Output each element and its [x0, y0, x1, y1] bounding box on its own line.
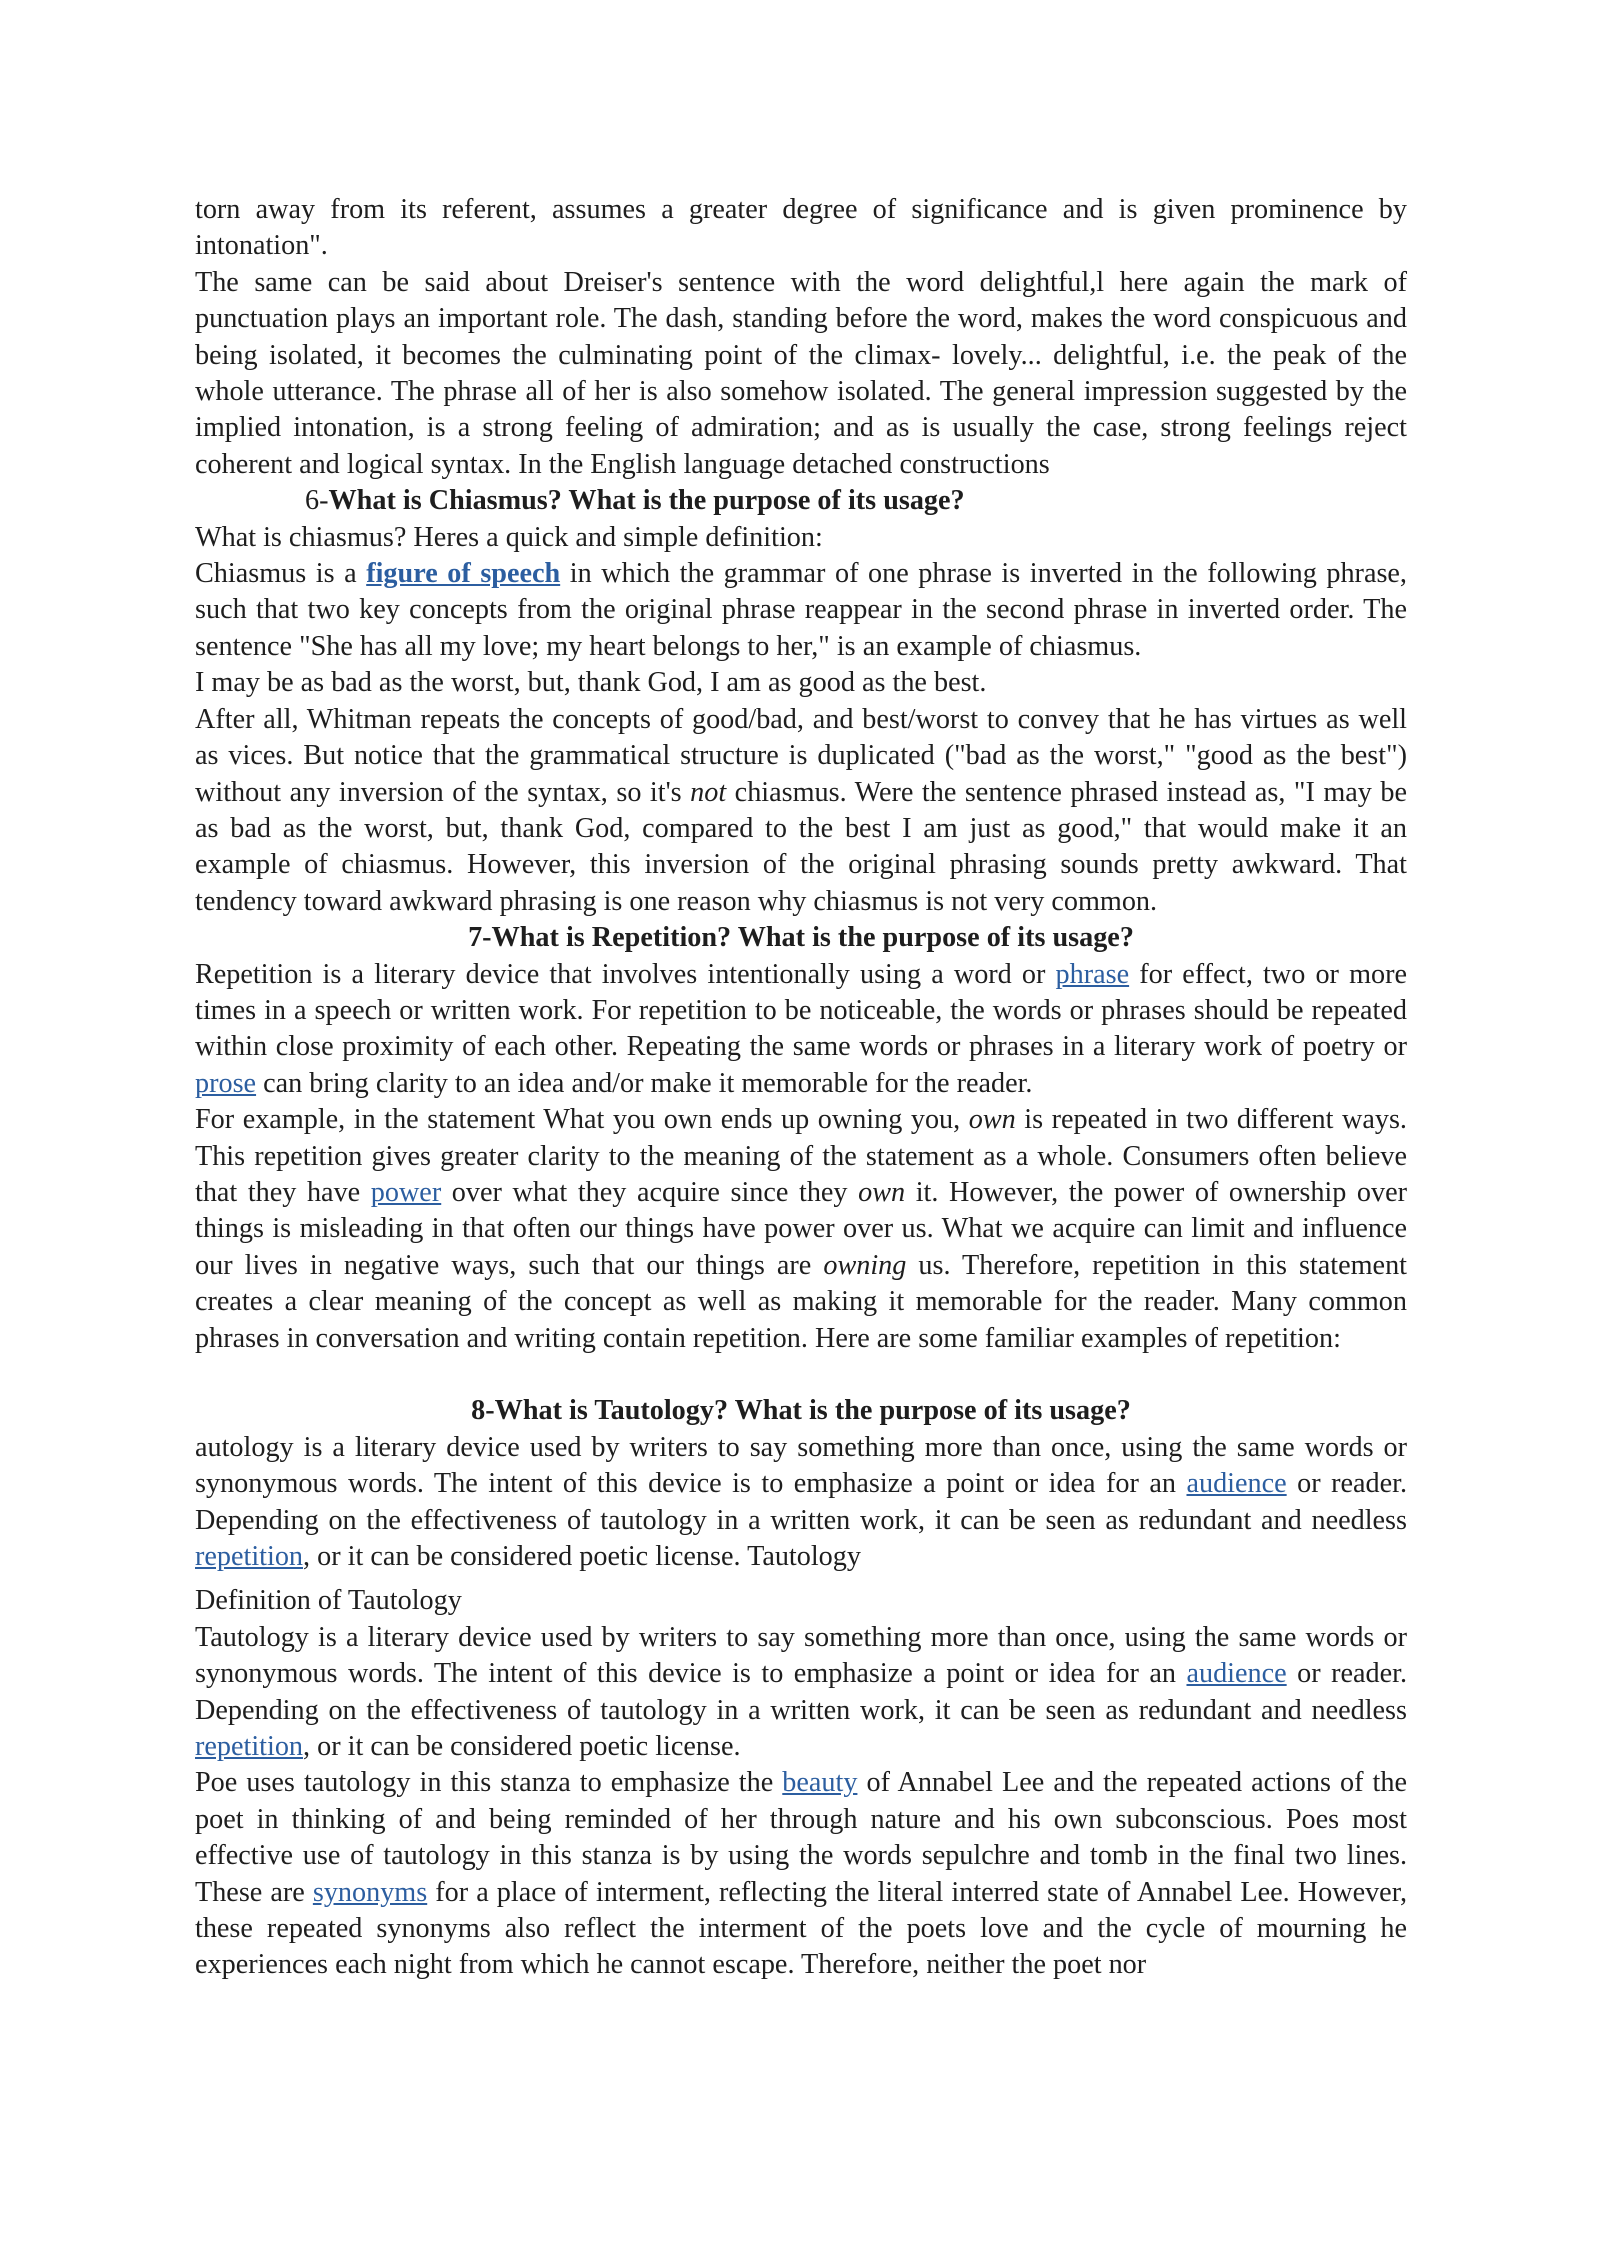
link-repetition[interactable]: repetition: [195, 1731, 304, 1763]
paragraph-tautology-intro: [195, 1430, 1407, 1576]
paragraph-chiasmus-definition: [195, 556, 1407, 665]
text-run: for effect, two or more times in a speech or written work. For repetition to be noticeable, the words or phrases should be repeated within close proximity of each other. Repeating the same words or phrases in a literary work of poetry or: [195, 958, 1407, 1063]
link-audience[interactable]: audience: [1186, 1658, 1287, 1690]
link-beauty[interactable]: beauty: [782, 1767, 858, 1799]
paragraph-whitman-quote: I may be as bad as the worst, but, thank God, I am as good as the best.: [195, 667, 987, 699]
text-run: for a place of interment, reflecting the literal interred state of Annabel Lee. However, these repeated synonyms also reflect the interment of the poets love and the cycle of mourning he experiences each night from which he cannot escape. Therefore, neither the poet nor: [195, 1876, 1407, 1981]
text-run: us. Therefore, repetition in this statement creates a clear meaning of the concept as well as making it memorable for the reader. Many common phrases in conversation and writing contain repetition. Here are some familiar examples of repetition:: [195, 1249, 1407, 1354]
blank-line: [195, 1357, 1407, 1393]
paragraph-poe-analysis: [195, 1765, 1407, 1983]
text-run: it. However, the power of ownership over things is misleading in that often our things have power over us. What we acquire can limit and influence our lives in negative ways, such that our things are: [195, 1176, 1408, 1281]
emphasis-own: own: [858, 1176, 906, 1208]
link-synonyms[interactable]: synonyms: [312, 1876, 428, 1908]
text-run: autology is a literary device used by writers to say something more than once, using the same words or synonymous words. The intent of this device is to emphasize a point or idea for an: [195, 1431, 1407, 1500]
text-run: of Annabel Lee and the repeated actions of the poet in thinking of and being reminded of her through nature and his own subconscious. Poes most effective use of tautology in this stanza is by using the words sepulchre and tomb in the final two lines. These are: [195, 1767, 1407, 1908]
link-repetition[interactable]: repetition: [195, 1541, 304, 1573]
link-figure-of-speech[interactable]: figure of speech: [366, 558, 561, 590]
subheading-definition-of-tautology: Definition of Tautology: [195, 1585, 462, 1617]
paragraph-whitman-analysis: [195, 702, 1407, 920]
paragraph-repetition-definition: [195, 957, 1407, 1103]
text-run: chiasmus. Were the sentence phrased instead as, "I may be as bad as the worst, but, thank God, compared to the best I am just as good," that would make it an example of chiasmus. However, this inversion of the original phrasing sounds pretty awkward. That tendency toward awkward phrasing is one reason why chiasmus is not very common.: [195, 776, 1407, 917]
text-run: can bring clarity to an idea and/or make it memorable for the reader.: [256, 1067, 1033, 1099]
heading-chiasmus-number: 6-: [305, 485, 329, 517]
emphasis-not: not: [690, 776, 727, 808]
link-phrase[interactable]: phrase: [1055, 958, 1130, 990]
link-prose[interactable]: prose: [195, 1067, 257, 1099]
text-run: , or it can be considered poetic license.: [303, 1731, 741, 1763]
text-run: over what they acquire since they: [441, 1176, 859, 1208]
emphasis-owning: owning: [823, 1249, 907, 1281]
text-run: is repeated in two different ways. This repetition gives greater clarity to the meaning of the statement as a whole. Consumers often believe that they have: [195, 1104, 1407, 1208]
text-run: Chiasmus is a: [195, 558, 367, 590]
text-run: After all, Whitman repeats the concepts of good/bad, and best/worst to convey that he has virtues as well as vices. But notice that the grammatical structure is duplicated ("bad as the worst," "good as the best") without any inversion of the syntax, so it's: [195, 703, 1407, 808]
paragraph-chiasmus-question: What is chiasmus? Heres a quick and simple definition:: [195, 521, 823, 553]
document-page: [195, 192, 1407, 1984]
text-run: For example, in the statement What you own ends up owning you,: [195, 1104, 969, 1136]
paragraph-repetition-example: [195, 1102, 1407, 1357]
link-audience[interactable]: audience: [1186, 1468, 1287, 1500]
text-run: Tautology is a literary device used by writers to say something more than once, using the same words or synonymous words. The intent of this device is to emphasize a point or idea for an: [195, 1621, 1407, 1690]
heading-tautology: 8-What is Tautology? What is the purpose of its usage?: [471, 1395, 1131, 1427]
text-run: or reader. Depending on the effectiveness of tautology in a written work, it can be seen as redundant and needless: [195, 1658, 1407, 1726]
paragraph-dreiser: The same can be said about Dreiser's sentence with the word delightful,l here again the mark of punctuation plays an important role. The dash, standing before the word, makes the word conspicuous and being isolated, it becomes the culminating point of the climax- lovely... delightful, i.e. the peak of the whole utterance. The phrase all of her is also somehow isolated. The general impression suggested by the implied intonation, is a strong feeling of admiration; and as is usually the case, strong feelings reject coherent and logical syntax. In the English language detached constructions: [195, 266, 1407, 480]
emphasis-own: own: [968, 1104, 1016, 1136]
text-run: , or it can be considered poetic license. Tautology: [303, 1541, 861, 1573]
paragraph-referent: torn away from its referent, assumes a greater degree of significance and is given prominence by intonation".: [195, 194, 1407, 262]
spacer: [195, 1575, 1407, 1583]
text-run: or reader. Depending on the effectiveness of tautology in a written work, it can be seen as redundant and needless: [195, 1468, 1407, 1536]
link-power[interactable]: power: [370, 1176, 442, 1208]
text-run: in which the grammar of one phrase is inverted in the following phrase, such that two key concepts from the original phrase reappear in the second phrase in inverted order. The sentence "She has all my love; my heart belongs to her," is an example of chiasmus.: [195, 558, 1407, 662]
heading-chiasmus-text: What is Chiasmus? What is the purpose of its usage?: [328, 485, 965, 517]
text-run: Poe uses tautology in this stanza to emphasize the: [195, 1767, 783, 1799]
heading-repetition: 7-What is Repetition? What is the purpose of its usage?: [468, 922, 1134, 954]
heading-chiasmus: [195, 483, 1407, 519]
text-run: Repetition is a literary device that involves intentionally using a word or: [195, 958, 1056, 990]
paragraph-tautology-definition: [195, 1620, 1407, 1766]
